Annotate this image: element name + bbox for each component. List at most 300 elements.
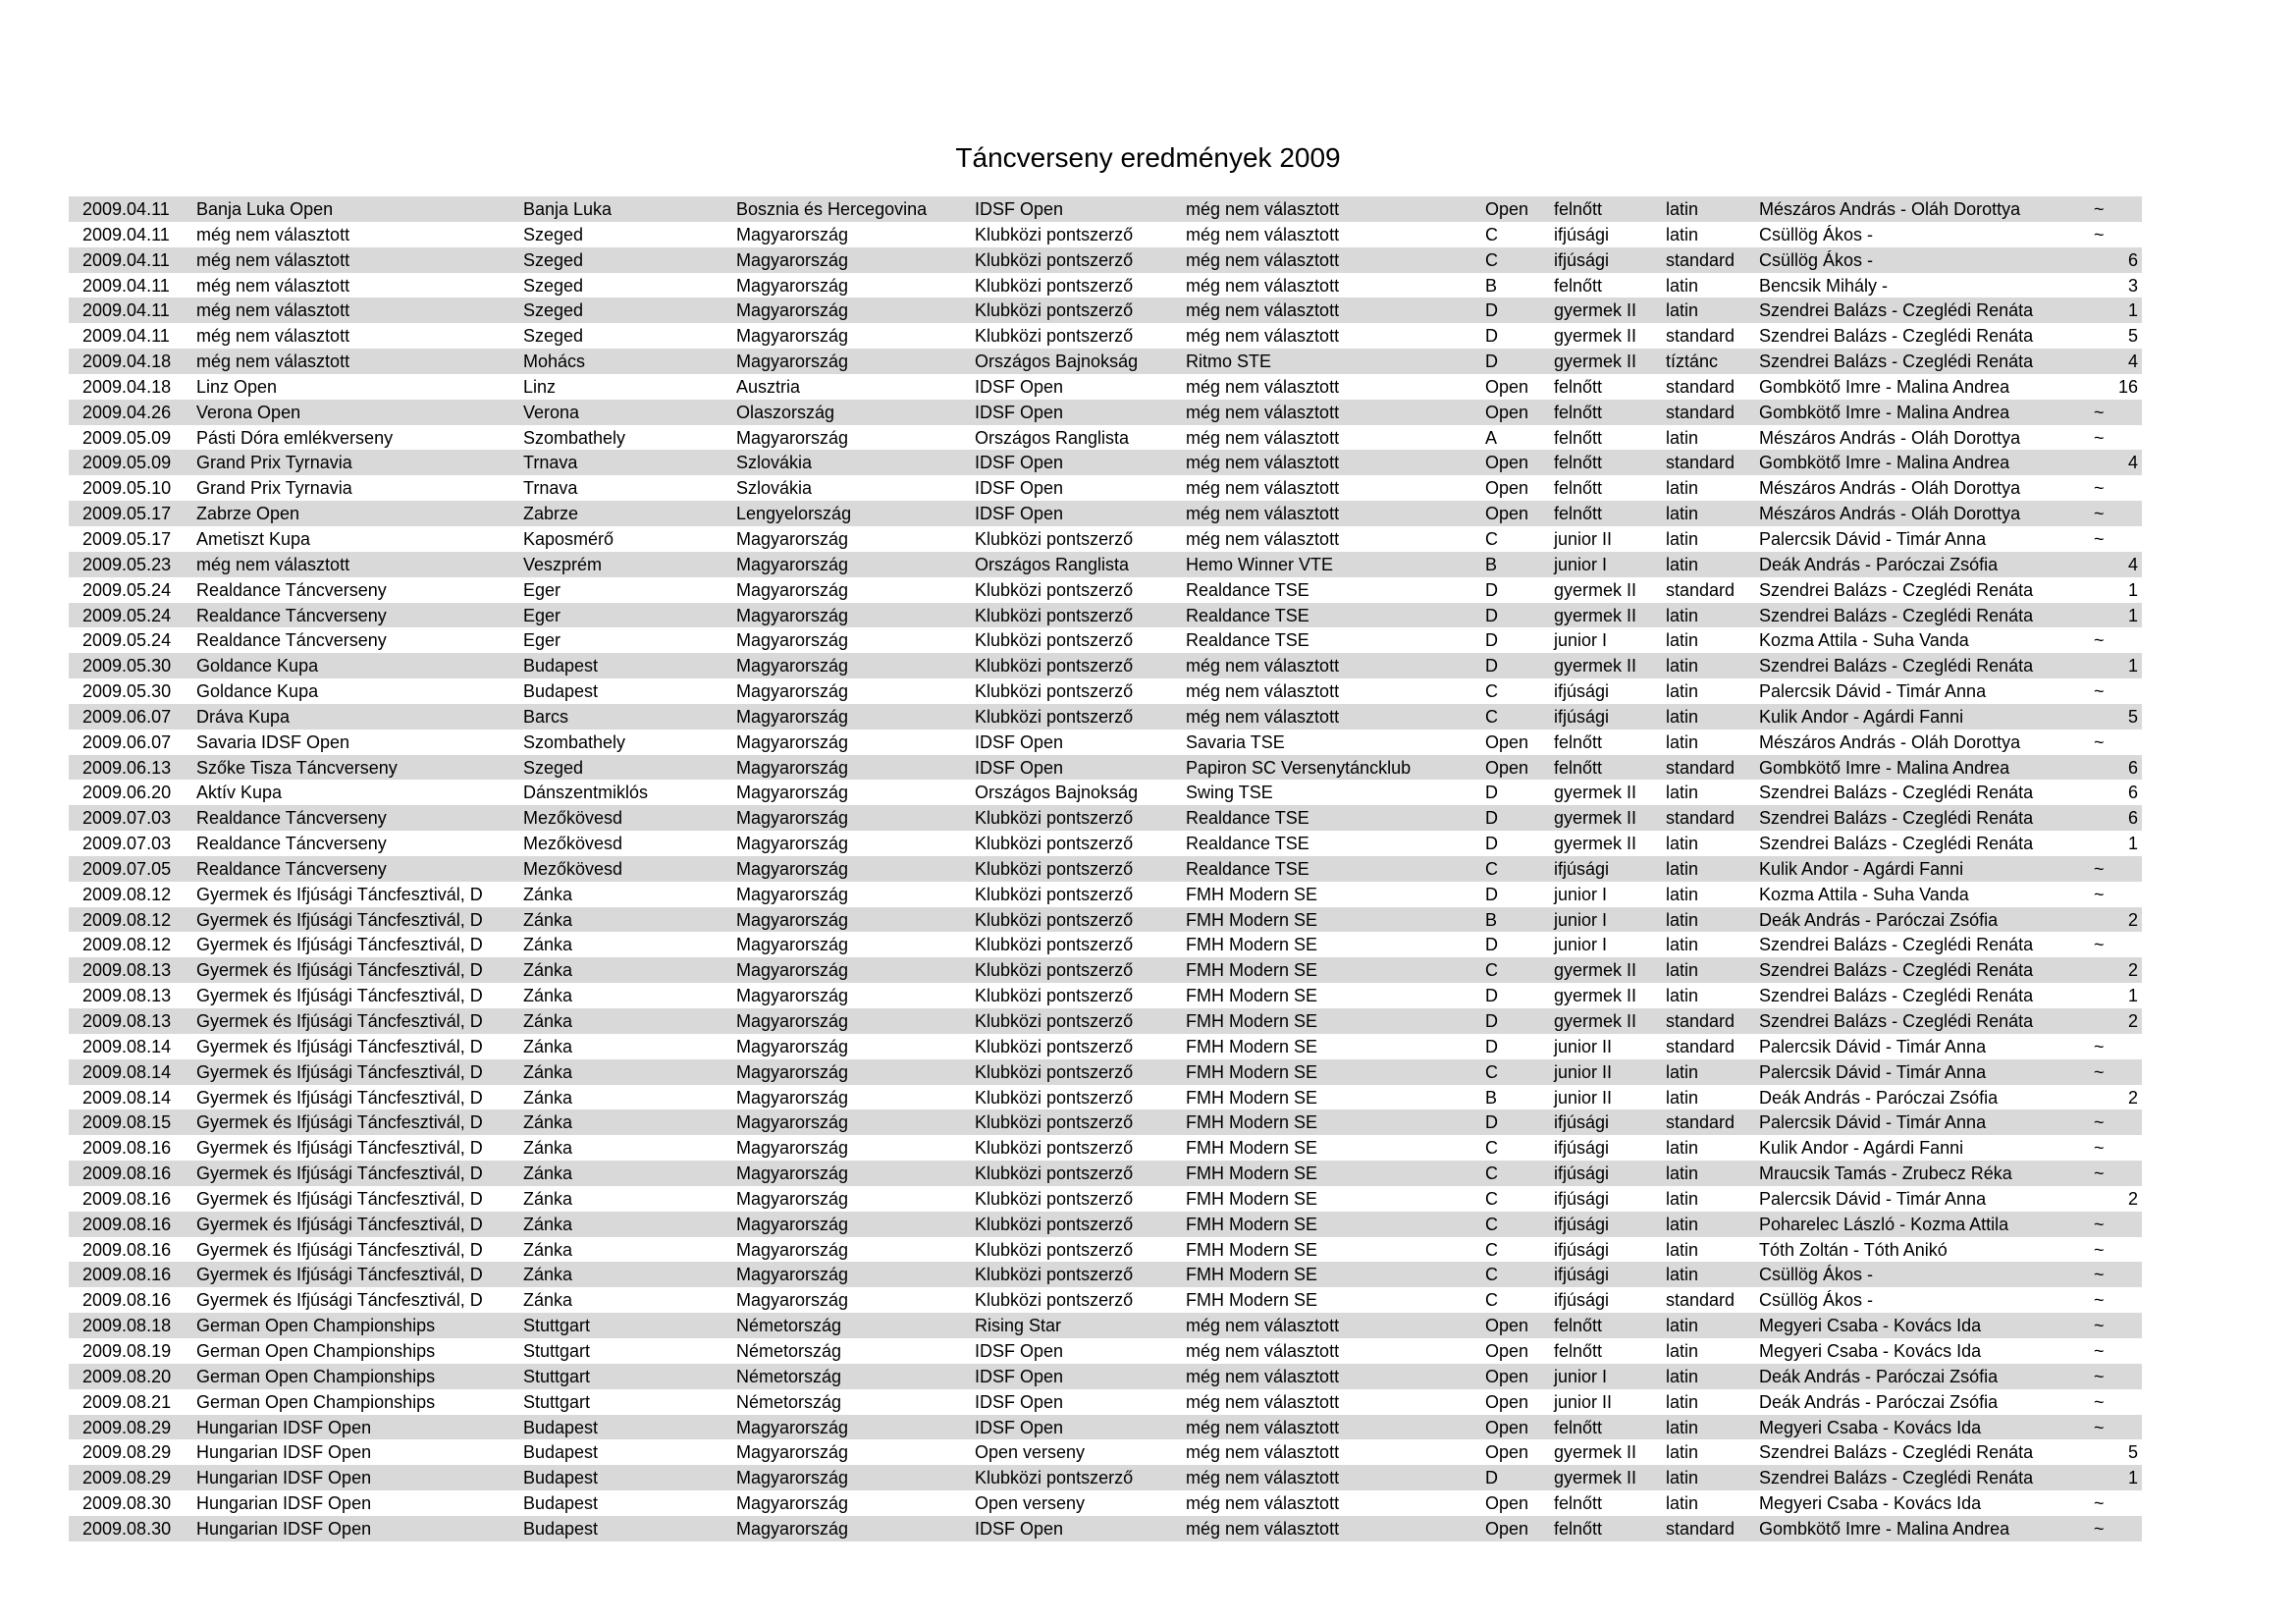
col-couple: Kulik Andor - Agárdi Fanni [1759,706,1964,727]
col-class: Open [1485,731,1529,752]
col-couple: Deák András - Paróczai Zsófia [1759,1391,1999,1412]
col-competition-type: IDSF Open [975,1366,1064,1386]
col-couple: Szendrei Balázs - Czeglédi Renáta [1759,1442,2034,1463]
col-dance-style: latin [1666,1442,1699,1463]
col-result: 2 [2127,909,2138,930]
col-age-group: felnőtt [1554,478,1603,499]
col-date: 2009.08.14 [82,1087,172,1108]
col-couple: Mészáros András - Oláh Dorottya [1759,427,2021,448]
col-event-name: Hungarian IDSF Open [196,1468,372,1488]
col-dance-style: latin [1666,935,1699,955]
col-event-name: Gyermek és Ifjúsági Táncfesztivál, D [196,1112,483,1133]
col-event-name: még nem választott [196,224,350,244]
col-class: Open [1485,1340,1529,1361]
col-couple: Gombkötő Imre - Malina Andrea [1759,376,2010,397]
col-couple: Kulik Andor - Agárdi Fanni [1759,858,1964,879]
col-couple: Mészáros András - Oláh Dorottya [1759,478,2021,499]
col-country: Magyarország [736,1061,849,1082]
col-country: Magyarország [736,706,849,727]
col-event-name: German Open Championships [196,1391,436,1412]
col-country: Magyarország [736,960,849,981]
col-couple: Szendrei Balázs - Czeglédi Renáta [1759,605,2034,625]
col-competition-type: IDSF Open [975,402,1064,422]
col-class: D [1485,605,1498,625]
col-class: B [1485,554,1498,574]
col-event-name: Verona Open [196,402,301,422]
col-city: Mezőkövesd [523,808,623,829]
col-country: Magyarország [736,909,849,930]
col-class: Open [1485,504,1529,524]
col-couple: Szendrei Balázs - Czeglédi Renáta [1759,656,2034,676]
col-date: 2009.08.15 [82,1112,172,1133]
col-city: Szeged [523,224,584,244]
table-row [69,805,2142,831]
table-row [69,1186,2142,1212]
col-event-name: Pásti Dóra emlékverseny [196,427,394,448]
col-club: Realdance TSE [1186,808,1309,829]
col-competition-type: Klubközi pontszerző [975,909,1134,930]
col-event-name: Gyermek és Ifjúsági Táncfesztivál, D [196,1138,483,1159]
col-class: D [1485,884,1498,904]
col-city: Zánka [523,1112,573,1133]
col-date: 2009.04.11 [82,300,170,321]
table-row [69,1085,2142,1110]
col-competition-type: Országos Bajnokság [975,783,1139,803]
col-date: 2009.04.18 [82,376,172,397]
col-city: Szeged [523,757,584,778]
col-dance-style: standard [1666,1011,1735,1031]
col-class: Open [1485,376,1529,397]
table-row [69,1313,2142,1338]
col-dance-style: standard [1666,1036,1735,1056]
col-country: Magyarország [736,1087,849,1108]
col-result: ~ [2094,630,2105,651]
col-date: 2009.04.11 [82,326,170,347]
table-row [69,882,2142,907]
table-row [69,1109,2142,1135]
col-result: ~ [2094,199,2105,219]
col-competition-type: Klubközi pontszerző [975,960,1134,981]
col-club: még nem választott [1186,1316,1340,1336]
col-class: C [1485,1239,1498,1260]
col-couple: Csüllög Ákos - [1759,224,1874,244]
col-country: Magyarország [736,1493,849,1514]
col-class: A [1485,427,1498,448]
col-date: 2009.05.23 [82,554,172,574]
col-date: 2009.07.03 [82,834,172,854]
col-class: C [1485,960,1498,981]
col-competition-type: Klubközi pontszerző [975,1112,1134,1133]
col-result: ~ [2094,884,2105,904]
col-dance-style: latin [1666,275,1699,296]
col-date: 2009.08.16 [82,1188,172,1209]
col-class: D [1485,935,1498,955]
col-age-group: junior I [1554,909,1608,930]
table-row [69,1415,2142,1440]
col-result: ~ [2094,402,2105,422]
col-age-group: gyermek II [1554,1442,1637,1463]
col-dance-style: latin [1666,731,1699,752]
col-event-name: Gyermek és Ifjúsági Táncfesztivál, D [196,1239,483,1260]
col-dance-style: latin [1666,1265,1699,1285]
col-age-group: gyermek II [1554,352,1637,372]
col-class: C [1485,1188,1498,1209]
table-row [69,1490,2142,1516]
col-couple: Szendrei Balázs - Czeglédi Renáta [1759,300,2034,321]
col-class: D [1485,834,1498,854]
col-couple: Szendrei Balázs - Czeglédi Renáta [1759,326,2034,347]
col-event-name: Gyermek és Ifjúsági Táncfesztivál, D [196,1290,483,1311]
col-age-group: felnőtt [1554,402,1603,422]
col-country: Magyarország [736,275,849,296]
table-row [69,374,2142,400]
col-competition-type: Klubközi pontszerző [975,706,1134,727]
col-result: ~ [2094,1518,2105,1539]
col-competition-type: IDSF Open [975,731,1064,752]
col-city: Eger [523,605,561,625]
col-city: Trnava [523,453,578,473]
col-dance-style: latin [1666,1340,1699,1361]
col-result: ~ [2094,935,2105,955]
col-couple: Csüllög Ákos - [1759,1290,1874,1311]
col-class: C [1485,1138,1498,1159]
col-country: Magyarország [736,554,849,574]
col-couple: Gombkötő Imre - Malina Andrea [1759,402,2010,422]
col-event-name: Linz Open [196,376,278,397]
col-couple: Szendrei Balázs - Czeglédi Renáta [1759,1011,2034,1031]
col-event-name: German Open Championships [196,1340,436,1361]
col-competition-type: Open verseny [975,1442,1086,1463]
col-date: 2009.08.29 [82,1417,172,1437]
col-competition-type: Klubközi pontszerző [975,935,1134,955]
col-club: még nem választott [1186,1391,1340,1412]
col-country: Magyarország [736,935,849,955]
col-country: Magyarország [736,528,849,549]
col-result: ~ [2094,1112,2105,1133]
col-date: 2009.06.07 [82,731,172,752]
col-class: D [1485,656,1498,676]
col-class: C [1485,528,1498,549]
col-event-name: Aktív Kupa [196,783,283,803]
table-row [69,1439,2142,1465]
col-club: FMH Modern SE [1186,884,1318,904]
col-club: FMH Modern SE [1186,960,1318,981]
col-result: 1 [2127,579,2138,600]
col-country: Magyarország [736,884,849,904]
col-result: 2 [2127,1188,2138,1209]
col-couple: Csüllög Ákos - [1759,249,1874,270]
col-class: C [1485,249,1498,270]
col-couple: Gombkötő Imre - Malina Andrea [1759,757,2010,778]
col-club: Realdance TSE [1186,579,1309,600]
col-club: még nem választott [1186,224,1340,244]
col-city: Zánka [523,1061,573,1082]
col-club: még nem választott [1186,681,1340,702]
col-result: 5 [2127,326,2138,347]
col-dance-style: latin [1666,605,1699,625]
col-date: 2009.08.19 [82,1340,172,1361]
col-result: 6 [2127,249,2138,270]
col-country: Magyarország [736,352,849,372]
col-city: Zabrze [523,504,579,524]
table-row [69,1516,2142,1542]
col-result: 5 [2127,706,2138,727]
col-city: Budapest [523,656,599,676]
col-event-name: German Open Championships [196,1366,436,1386]
col-club: FMH Modern SE [1186,986,1318,1006]
col-competition-type: Klubközi pontszerző [975,1087,1134,1108]
col-competition-type: Klubközi pontszerző [975,579,1134,600]
col-city: Stuttgart [523,1391,591,1412]
col-club: még nem választott [1186,528,1340,549]
col-age-group: ifjúsági [1554,858,1610,879]
col-result: ~ [2094,1138,2105,1159]
col-city: Zánka [523,1011,573,1031]
col-couple: Palercsik Dávid - Timár Anna [1759,1036,1987,1056]
table-row [69,1008,2142,1034]
col-class: C [1485,224,1498,244]
col-couple: Kulik Andor - Agárdi Fanni [1759,1138,1964,1159]
col-date: 2009.08.12 [82,884,172,904]
col-date: 2009.04.18 [82,352,172,372]
col-event-name: Gyermek és Ifjúsági Táncfesztivál, D [196,1188,483,1209]
col-country: Magyarország [736,1265,849,1285]
col-competition-type: Klubközi pontszerző [975,1214,1134,1234]
col-competition-type: IDSF Open [975,1340,1064,1361]
col-dance-style: latin [1666,1163,1699,1184]
col-date: 2009.08.16 [82,1239,172,1260]
col-event-name: Zabrze Open [196,504,300,524]
col-date: 2009.08.18 [82,1316,172,1336]
col-city: Eger [523,579,561,600]
col-age-group: ifjúsági [1554,1214,1610,1234]
col-class: C [1485,706,1498,727]
col-age-group: felnőtt [1554,199,1603,219]
col-club: még nem választott [1186,402,1340,422]
col-competition-type: Klubközi pontszerző [975,275,1134,296]
col-result: ~ [2094,731,2105,752]
col-class: Open [1485,1518,1529,1539]
col-class: D [1485,783,1498,803]
col-event-name: Realdance Táncverseny [196,630,387,651]
col-event-name: Gyermek és Ifjúsági Táncfesztivál, D [196,1061,483,1082]
col-couple: Mészáros András - Oláh Dorottya [1759,731,2021,752]
col-age-group: felnőtt [1554,275,1603,296]
col-club: FMH Modern SE [1186,1138,1318,1159]
col-date: 2009.06.20 [82,783,172,803]
col-country: Magyarország [736,757,849,778]
col-date: 2009.08.13 [82,1011,172,1031]
col-age-group: gyermek II [1554,579,1637,600]
col-city: Dánszentmiklós [523,783,649,803]
table-row [69,1034,2142,1059]
col-competition-type: Klubközi pontszerző [975,528,1134,549]
col-result: ~ [2094,1265,2105,1285]
page-title: Táncverseny eredmények 2009 [955,142,1341,173]
col-club: FMH Modern SE [1186,1036,1318,1056]
col-age-group: junior II [1554,1087,1613,1108]
col-result: ~ [2094,1417,2105,1437]
col-result: ~ [2094,528,2105,549]
col-result: 1 [2127,834,2138,854]
col-competition-type: Országos Ranglista [975,427,1130,448]
col-city: Mezőkövesd [523,834,623,854]
col-country: Németország [736,1316,842,1336]
col-event-name: Grand Prix Tyrnavia [196,453,352,473]
col-competition-type: Klubközi pontszerző [975,656,1134,676]
col-result: ~ [2094,1391,2105,1412]
col-dance-style: standard [1666,808,1735,829]
col-couple: Palercsik Dávid - Timár Anna [1759,528,1987,549]
table-row [69,957,2142,983]
col-date: 2009.08.12 [82,909,172,930]
col-result: 1 [2127,1468,2138,1488]
col-result: ~ [2094,1061,2105,1082]
col-dance-style: latin [1666,783,1699,803]
col-dance-style: latin [1666,224,1699,244]
col-class: C [1485,1214,1498,1234]
col-event-name: még nem választott [196,275,350,296]
col-result: ~ [2094,681,2105,702]
col-city: Szeged [523,275,584,296]
col-dance-style: latin [1666,1188,1699,1209]
col-age-group: junior I [1554,630,1608,651]
col-result: 3 [2127,275,2138,296]
col-result: 4 [2127,554,2138,574]
col-event-name: Realdance Táncverseny [196,808,387,829]
col-age-group: junior I [1554,884,1608,904]
col-country: Szlovákia [736,478,813,499]
col-class: Open [1485,1316,1529,1336]
col-result: 6 [2127,757,2138,778]
col-city: Barcs [523,706,569,727]
col-event-name: Gyermek és Ifjúsági Táncfesztivál, D [196,1163,483,1184]
col-club: FMH Modern SE [1186,1265,1318,1285]
col-dance-style: latin [1666,1316,1699,1336]
col-couple: Szendrei Balázs - Czeglédi Renáta [1759,960,2034,981]
table-row [69,704,2142,730]
col-dance-style: latin [1666,1239,1699,1260]
col-dance-style: latin [1666,1417,1699,1437]
table-row [69,298,2142,323]
table-row [69,1338,2142,1364]
col-age-group: gyermek II [1554,960,1637,981]
col-event-name: Szőke Tisza Táncverseny [196,757,398,778]
table-row [69,780,2142,805]
col-dance-style: standard [1666,249,1735,270]
col-dance-style: standard [1666,402,1735,422]
col-result: ~ [2094,427,2105,448]
col-city: Budapest [523,1468,599,1488]
col-city: Budapest [523,1518,599,1539]
col-age-group: felnőtt [1554,1340,1603,1361]
col-age-group: ifjúsági [1554,1265,1610,1285]
col-age-group: felnőtt [1554,1417,1603,1437]
col-result: ~ [2094,504,2105,524]
col-event-name: Gyermek és Ifjúsági Táncfesztivál, D [196,1011,483,1031]
col-country: Ausztria [736,376,801,397]
col-club: FMH Modern SE [1186,1061,1318,1082]
col-result: ~ [2094,1214,2105,1234]
col-city: Zánka [523,884,573,904]
col-club: még nem választott [1186,1340,1340,1361]
table-row [69,1237,2142,1263]
col-age-group: felnőtt [1554,453,1603,473]
col-country: Magyarország [736,1163,849,1184]
col-result: 6 [2127,808,2138,829]
col-event-name: Banja Luka Open [196,199,334,219]
col-couple: Megyeri Csaba - Kovács Ida [1759,1316,1982,1336]
col-club: még nem választott [1186,1366,1340,1386]
col-result: 4 [2127,352,2138,372]
col-date: 2009.08.30 [82,1518,172,1539]
col-age-group: felnőtt [1554,757,1603,778]
col-dance-style: latin [1666,1087,1699,1108]
col-club: még nem választott [1186,376,1340,397]
col-competition-type: IDSF Open [975,757,1064,778]
col-result: ~ [2094,1290,2105,1311]
col-country: Magyarország [736,1518,849,1539]
table-row [69,247,2142,273]
col-club: Realdance TSE [1186,605,1309,625]
col-event-name: Gyermek és Ifjúsági Táncfesztivál, D [196,935,483,955]
table-row [69,627,2142,653]
col-class: C [1485,1061,1498,1082]
col-class: D [1485,1036,1498,1056]
col-class: C [1485,681,1498,702]
table-row [69,932,2142,957]
col-club: Realdance TSE [1186,858,1309,879]
col-competition-type: Klubközi pontszerző [975,858,1134,879]
col-dance-style: standard [1666,1518,1735,1539]
col-age-group: junior I [1554,935,1608,955]
col-date: 2009.05.10 [82,478,172,499]
col-class: Open [1485,402,1529,422]
col-competition-type: Klubközi pontszerző [975,808,1134,829]
col-age-group: felnőtt [1554,427,1603,448]
col-couple: Palercsik Dávid - Timár Anna [1759,1188,1987,1209]
col-age-group: felnőtt [1554,504,1603,524]
col-date: 2009.08.16 [82,1163,172,1184]
col-country: Magyarország [736,808,849,829]
col-country: Magyarország [736,783,849,803]
table-row [69,856,2142,882]
col-age-group: gyermek II [1554,300,1637,321]
col-country: Magyarország [736,224,849,244]
col-event-name: Gyermek és Ifjúsági Táncfesztivál, D [196,1087,483,1108]
col-city: Mezőkövesd [523,858,623,879]
col-club: Ritmo STE [1186,352,1272,372]
col-couple: Palercsik Dávid - Timár Anna [1759,1061,1987,1082]
col-dance-style: latin [1666,300,1699,321]
col-competition-type: Országos Bajnokság [975,352,1139,372]
col-age-group: gyermek II [1554,1468,1637,1488]
col-couple: Csüllög Ákos - [1759,1265,1874,1285]
col-date: 2009.05.24 [82,630,172,651]
col-event-name: Gyermek és Ifjúsági Táncfesztivál, D [196,960,483,981]
col-date: 2009.08.21 [82,1391,172,1412]
col-competition-type: Rising Star [975,1316,1062,1336]
col-class: Open [1485,453,1529,473]
table-row [69,1135,2142,1161]
col-age-group: junior I [1554,554,1608,574]
col-date: 2009.08.12 [82,935,172,955]
col-age-group: gyermek II [1554,986,1637,1006]
col-dance-style: latin [1666,706,1699,727]
col-result: 2 [2127,1087,2138,1108]
col-dance-style: latin [1666,1468,1699,1488]
col-event-name: Realdance Táncverseny [196,605,387,625]
